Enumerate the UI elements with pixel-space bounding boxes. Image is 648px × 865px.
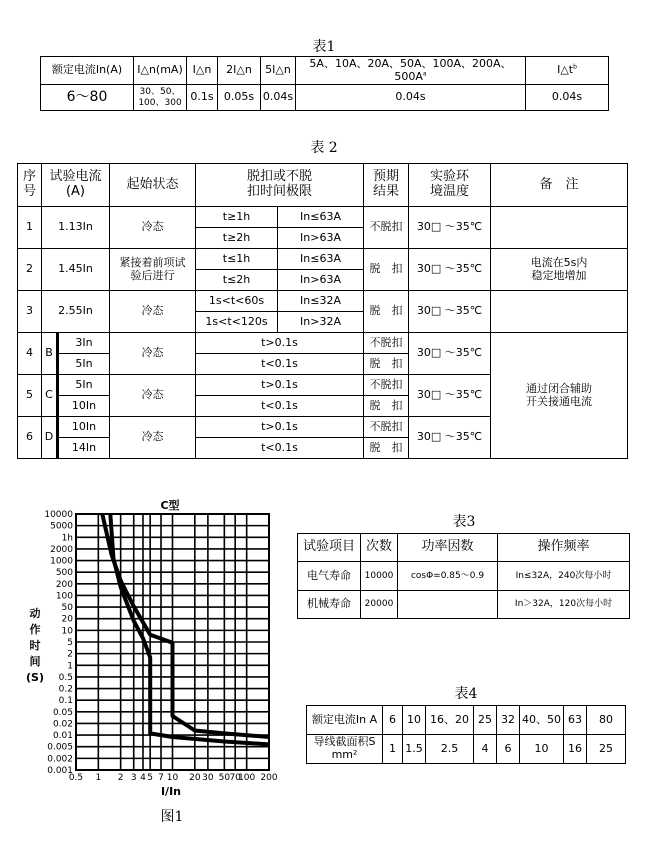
t2-h-result: 预期 结果 bbox=[364, 164, 409, 207]
t4-s-1: 1.5 bbox=[403, 735, 426, 764]
y-tick-label: 2000 bbox=[50, 544, 73, 555]
chart-xlabel: I/In bbox=[160, 785, 182, 798]
t2-r5-type: C bbox=[42, 375, 58, 417]
trip-curve-1 bbox=[102, 514, 269, 737]
t4-s-0: 1 bbox=[383, 735, 403, 764]
t2-r1-temp: 30□ ～35℃ bbox=[409, 207, 491, 249]
t4-c-6: 63 bbox=[564, 706, 587, 735]
y-tick-label: 1 bbox=[67, 661, 73, 672]
y-tick-label: 0.005 bbox=[47, 742, 73, 753]
t2-h-current: 试验电流 (A) bbox=[42, 164, 110, 207]
t2-r5-res2: 脱 扣 bbox=[364, 396, 409, 417]
y-tick-label: 2 bbox=[67, 649, 73, 660]
t1-h-2idn: 2I△n bbox=[218, 57, 261, 85]
t2-r6-tgt: t>0.1s bbox=[196, 417, 364, 438]
t2-r6-type: D bbox=[42, 417, 58, 459]
t3-r1-count: 10000 bbox=[361, 562, 398, 591]
y-tick-label: 10000 bbox=[44, 510, 73, 520]
t1-v-2idn: 0.05s bbox=[218, 85, 261, 111]
t2-r2-t2: t≤2h bbox=[196, 270, 278, 291]
t1-idn-values: 30、50、 100、300 bbox=[134, 85, 187, 111]
t2-r3-current: 2.55In bbox=[42, 291, 110, 333]
t2-r1-state: 冷态 bbox=[110, 207, 196, 249]
t1-h-rated-current: 额定电流In(A) bbox=[41, 57, 134, 85]
y-tick-label: 0.002 bbox=[47, 754, 73, 765]
t2-r5-res1: 不脱扣 bbox=[364, 375, 409, 396]
t1-h-currents: 5A、10A、20A、50A、100A、200A、$500A^a$ bbox=[296, 57, 526, 85]
t2-r4-tgt: t>0.1s bbox=[196, 333, 364, 354]
t2-r6-no: 6 bbox=[18, 417, 42, 459]
t4-c-3: 25 bbox=[474, 706, 497, 735]
t4-c-4: 32 bbox=[497, 706, 520, 735]
t3-r2-count: 20000 bbox=[361, 591, 398, 619]
t2-r1-result: 不脱扣 bbox=[364, 207, 409, 249]
y-tick-label: 5000 bbox=[50, 521, 73, 532]
t4-s-3: 4 bbox=[474, 735, 497, 764]
t2-r3-temp: 30□ ～35℃ bbox=[409, 291, 491, 333]
t2-r3-state: 冷态 bbox=[110, 291, 196, 333]
t2-r6-tlt: t<0.1s bbox=[196, 438, 364, 459]
t1-h-idn-ma: I△n(mA) bbox=[134, 57, 187, 85]
t2-r4-c2: 5In bbox=[58, 354, 110, 375]
t3-h-count: 次数 bbox=[361, 534, 398, 562]
y-tick-label: 500 bbox=[55, 568, 73, 579]
t2-h-no: 序 号 bbox=[18, 164, 42, 207]
t2-r3-t2: 1s<t<120s bbox=[196, 312, 278, 333]
y-tick-label: 20 bbox=[61, 614, 73, 625]
t2-r3-no: 3 bbox=[18, 291, 42, 333]
y-tick-label: 0.01 bbox=[52, 731, 73, 742]
x-tick-label: 2 bbox=[117, 773, 124, 783]
t2-r4-tlt: t<0.1s bbox=[196, 354, 364, 375]
x-tick-label: 30 bbox=[202, 773, 214, 783]
t3-r2-freq: In＞32A，120次每小时 bbox=[498, 591, 630, 619]
t1-h-idt: $I\triangle t^b$ bbox=[526, 57, 609, 85]
t2-r5-tgt: t>0.1s bbox=[196, 375, 364, 396]
y-tick-label: 10 bbox=[61, 626, 73, 637]
y-tick-label: 0.1 bbox=[58, 696, 73, 707]
t2-r4-temp: 30□ ～35℃ bbox=[409, 333, 491, 375]
t3-r2-pf bbox=[398, 591, 498, 619]
t2-r1-note bbox=[491, 207, 628, 249]
t2-r2-current: 1.45In bbox=[42, 249, 110, 291]
t2-r1-no: 1 bbox=[18, 207, 42, 249]
t2-h-note: 备 注 bbox=[491, 164, 628, 207]
t1-v-idt: 0.04s bbox=[526, 85, 609, 111]
table4-caption: 表4 bbox=[454, 686, 478, 702]
t2-r3-i1: In≤32A bbox=[278, 291, 364, 312]
t2-r4-c1: 3In bbox=[58, 333, 110, 354]
t2-r6-c2: 14In bbox=[58, 438, 110, 459]
t2-r1-t1: t≥1h bbox=[196, 207, 278, 228]
t2-r6-res2: 脱 扣 bbox=[364, 438, 409, 459]
chart-title: C型 bbox=[160, 499, 180, 512]
y-tick-label: 0.05 bbox=[52, 707, 73, 718]
y-tick-label: 0.2 bbox=[58, 684, 73, 695]
t1-v-currents: 0.04s bbox=[296, 85, 526, 111]
table4 bbox=[306, 705, 626, 764]
t2-r4-res2: 脱 扣 bbox=[364, 354, 409, 375]
t2-r5-state: 冷态 bbox=[110, 375, 196, 417]
t2-r2-note: 电流在5s内 稳定地增加 bbox=[491, 249, 628, 291]
t2-r4-no: 4 bbox=[18, 333, 42, 375]
t4-c-2: 16、20 bbox=[426, 706, 474, 735]
t4-row1-label: 额定电流In A bbox=[307, 706, 383, 735]
t2-r2-no: 2 bbox=[18, 249, 42, 291]
t2-r3-i2: In>32A bbox=[278, 312, 364, 333]
y-tick-label: 0.02 bbox=[52, 719, 73, 730]
figure-caption: 图1 bbox=[160, 809, 184, 825]
y-tick-label: 0.001 bbox=[47, 766, 73, 776]
chart-x-ticks bbox=[69, 773, 278, 783]
t4-s-4: 6 bbox=[497, 735, 520, 764]
x-tick-label: 10 bbox=[166, 773, 179, 783]
chart-ylabel: 动 作 时 间 (S) bbox=[26, 607, 44, 684]
table1-caption: 表1 bbox=[312, 39, 336, 55]
t4-c-7: 80 bbox=[587, 706, 626, 735]
t4-c-5: 40、50 bbox=[520, 706, 564, 735]
t4-s-5: 10 bbox=[520, 735, 564, 764]
t3-r2-item: 机械寿命 bbox=[298, 591, 361, 619]
t2-r6-state: 冷态 bbox=[110, 417, 196, 459]
t1-h-5idn: 5I△n bbox=[261, 57, 296, 85]
t2-h-state: 起始状态 bbox=[110, 164, 196, 207]
t3-h-item: 试验项目 bbox=[298, 534, 361, 562]
t3-h-freq: 操作频率 bbox=[498, 534, 630, 562]
table3-caption: 表3 bbox=[452, 514, 476, 530]
t2-r4-state: 冷态 bbox=[110, 333, 196, 375]
t2-r5-temp: 30□ ～35℃ bbox=[409, 375, 491, 417]
t1-h-idn: I△n bbox=[187, 57, 218, 85]
t3-r1-pf: cosΦ=0.85～0.9 bbox=[398, 562, 498, 591]
x-tick-label: 20 bbox=[189, 773, 201, 783]
x-tick-label: 5 bbox=[147, 773, 154, 783]
y-tick-label: 1h bbox=[61, 533, 73, 544]
t3-h-pf: 功率因数 bbox=[398, 534, 498, 562]
t2-r2-i1: In≤63A bbox=[278, 249, 364, 270]
t2-r2-result: 脱 扣 bbox=[364, 249, 409, 291]
t4-s-7: 25 bbox=[587, 735, 626, 764]
x-tick-label: 4 bbox=[140, 773, 146, 783]
y-tick-label: 1000 bbox=[50, 556, 73, 567]
t4-s-2: 2.5 bbox=[426, 735, 474, 764]
x-tick-label: 0.5 bbox=[68, 773, 84, 783]
t4-c-0: 6 bbox=[383, 706, 403, 735]
t2-r1-t2: t≥2h bbox=[196, 228, 278, 249]
y-tick-label: 50 bbox=[61, 603, 73, 614]
t1-v-5idn: 0.04s bbox=[261, 85, 296, 111]
x-tick-label: 50 bbox=[218, 773, 231, 783]
table2-caption: 表 2 bbox=[310, 140, 338, 156]
t2-r1-i1: In≤63A bbox=[278, 207, 364, 228]
t4-row2-label: 导线截面积S mm² bbox=[307, 735, 383, 764]
t2-r2-temp: 30□ ～35℃ bbox=[409, 249, 491, 291]
t1-v-idn: 0.1s bbox=[187, 85, 218, 111]
y-tick-label: 200 bbox=[55, 579, 73, 590]
t2-r1-current: 1.13In bbox=[42, 207, 110, 249]
t2-r5-c2: 10In bbox=[58, 396, 110, 417]
t2-r2-i2: In>63A bbox=[278, 270, 364, 291]
t2-h-temp: 实验环 境温度 bbox=[409, 164, 491, 207]
x-tick-label: 70 bbox=[229, 773, 241, 783]
t2-r3-result: 脱 扣 bbox=[364, 291, 409, 333]
t2-r5-tlt: t<0.1s bbox=[196, 396, 364, 417]
y-tick-label: 100 bbox=[55, 591, 73, 602]
table3 bbox=[297, 533, 630, 619]
t2-r6-temp: 30□ ～35℃ bbox=[409, 417, 491, 459]
x-tick-label: 200 bbox=[260, 773, 278, 783]
t2-r5-no: 5 bbox=[18, 375, 42, 417]
x-tick-label: 100 bbox=[238, 773, 256, 783]
y-tick-label: 5 bbox=[67, 638, 73, 648]
t3-r1-freq: In≤32A，240次每小时 bbox=[498, 562, 630, 591]
t2-r4-res1: 不脱扣 bbox=[364, 333, 409, 354]
x-tick-label: 1 bbox=[95, 773, 102, 783]
t4-c-1: 10 bbox=[403, 706, 426, 735]
x-tick-label: 7 bbox=[158, 773, 164, 783]
t3-r1-item: 电气寿命 bbox=[298, 562, 361, 591]
t1-rated-value: 6～80 bbox=[41, 85, 134, 111]
t2-r4-type: B bbox=[42, 333, 58, 375]
t2-r6-c1: 10In bbox=[58, 417, 110, 438]
x-tick-label: 3 bbox=[130, 773, 137, 783]
t2-r3-note bbox=[491, 291, 628, 333]
t2-r5-c1: 5In bbox=[58, 375, 110, 396]
t2-r2-state: 紧接着前项试 验后进行 bbox=[110, 249, 196, 291]
y-tick-label: 0.5 bbox=[58, 672, 73, 683]
chart-y-ticks bbox=[44, 510, 73, 776]
trip-curve-chart bbox=[0, 0, 300, 805]
t2-h-limit: 脱扣或不脱 扣时间极限 bbox=[196, 164, 364, 207]
t2-r6-res1: 不脱扣 bbox=[364, 417, 409, 438]
t4-s-6: 16 bbox=[564, 735, 587, 764]
t2-r3-t1: 1s<t<60s bbox=[196, 291, 278, 312]
t2-r1-i2: In>63A bbox=[278, 228, 364, 249]
t2-r2-t1: t≤1h bbox=[196, 249, 278, 270]
t2-r456-note: 通过闭合辅助 开关接通电流 bbox=[491, 333, 628, 459]
